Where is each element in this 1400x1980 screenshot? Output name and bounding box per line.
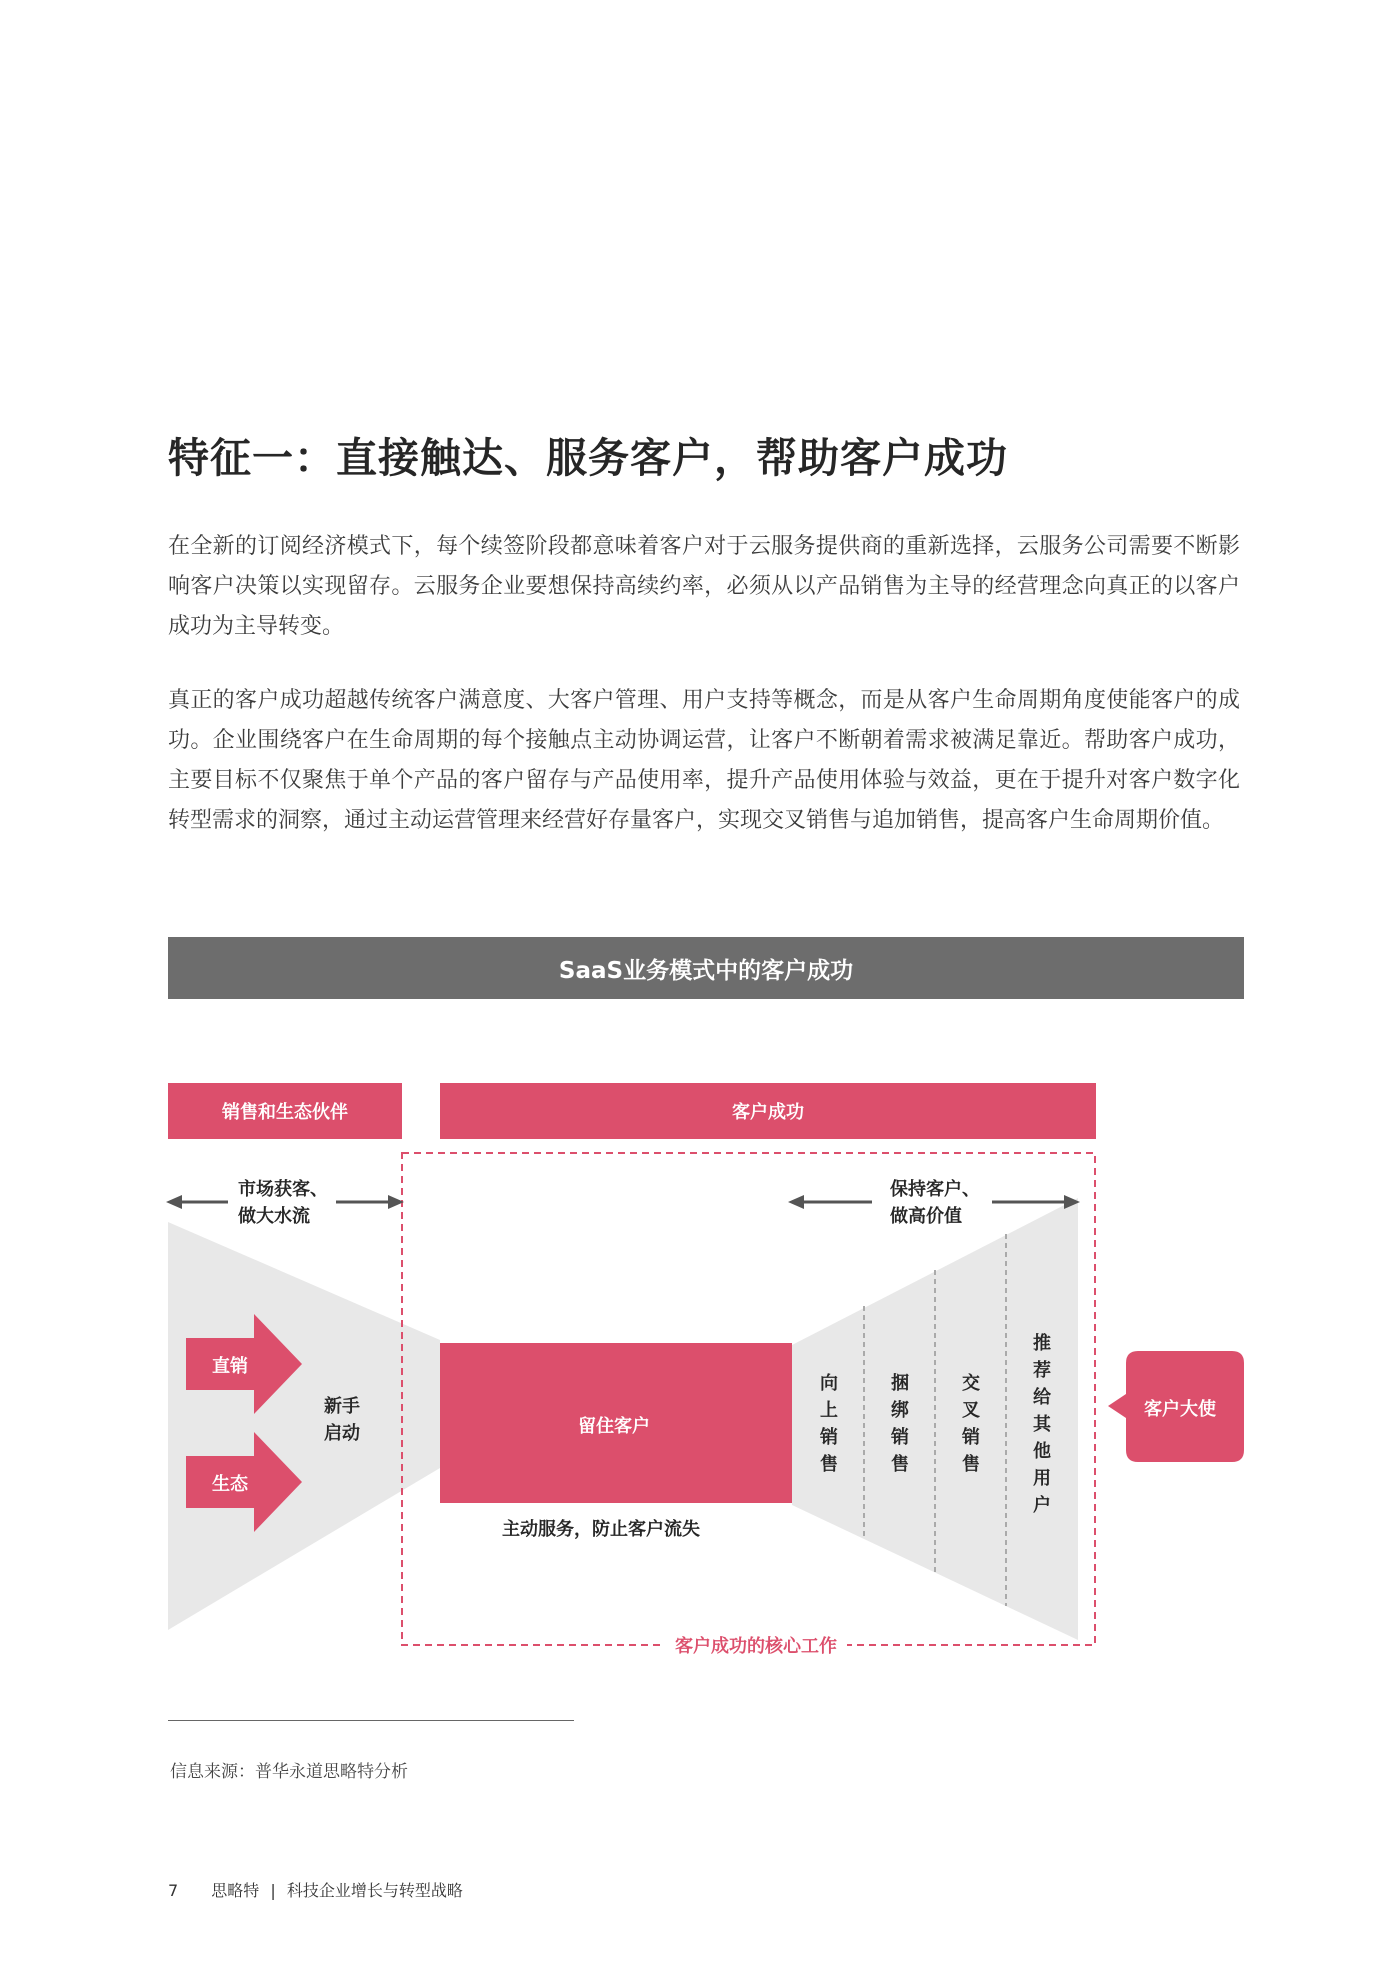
footer-publication: 科技企业增长与转型战略 <box>286 1881 463 1900</box>
diagram-title-banner: SaaS业务模式中的客户成功 <box>168 937 1244 999</box>
retain-customer-label: 留住客户 <box>578 1416 650 1437</box>
body-paragraph: 真正的客户成功超越传统客户满意度、大客户管理、用户支持等概念，而是从客户生命周期角度使能客户的成功。企业围绕客户在生命周期的每个接触点主动协调运营，让客户不断朝着需求被满足靠近。帮助客户成功，主要目标不仅聚焦于单个产品的客户留存与产品使用率，提升产品使用体验与效益，更在于提升对客户数字化转型需求的洞察，通过主动运营管理来经营好存量客户，实现交叉销售与追加销售，提高客户生命周期价值。 <box>168 688 1240 833</box>
referral-label: 推荐给其他用户 <box>1033 1333 1051 1516</box>
bundle-sales-label: 捆绑销售 <box>891 1373 909 1475</box>
ecosystem-label: 生态 <box>212 1474 248 1495</box>
footer-separator: | <box>270 1881 276 1900</box>
source-divider <box>168 1720 574 1721</box>
acquisition-funnel <box>168 1222 440 1630</box>
direct-sales-label: 直销 <box>212 1356 248 1377</box>
acquire-label: 市场获客、 做大水流 <box>238 1179 328 1227</box>
retain-arrowhead-left <box>788 1195 804 1209</box>
upsell-label: 向上销售 <box>820 1373 838 1475</box>
footer-brand: 思略特 <box>211 1881 260 1900</box>
page-heading: 特征一：直接触达、服务客户，帮助客户成功 <box>168 434 1008 482</box>
proactive-service-label: 主动服务，防止客户流失 <box>502 1519 700 1540</box>
sales-partner-bar: 销售和生态伙伴 <box>168 1083 402 1139</box>
customer-success-bar: 客户成功 <box>440 1083 1096 1139</box>
acquire-arrowhead-left <box>166 1195 182 1209</box>
intro-paragraph: 在全新的订阅经济模式下，每个续签阶段都意味着客户对于云服务提供商的重新选择，云服务公司需要不断影响客户决策以实现留存。云服务企业要想保持高续约率，必须从以产品销售为主导的经营理念向真正的以客户成功为主导转变。 <box>168 534 1240 639</box>
retain-label: 保持客户、 做高价值 <box>890 1179 980 1227</box>
onboarding-label: 新手 启动 <box>324 1396 360 1444</box>
core-work-label: 客户成功的核心工作 <box>665 1632 847 1658</box>
page-footer <box>168 1878 469 1901</box>
source-note: 信息来源：普华永道思略特分析 <box>170 1762 408 1782</box>
ambassador-label: 客户大使 <box>1144 1399 1216 1420</box>
cross-sell-label: 交叉销售 <box>962 1373 980 1475</box>
page-number: 7 <box>168 1881 179 1900</box>
